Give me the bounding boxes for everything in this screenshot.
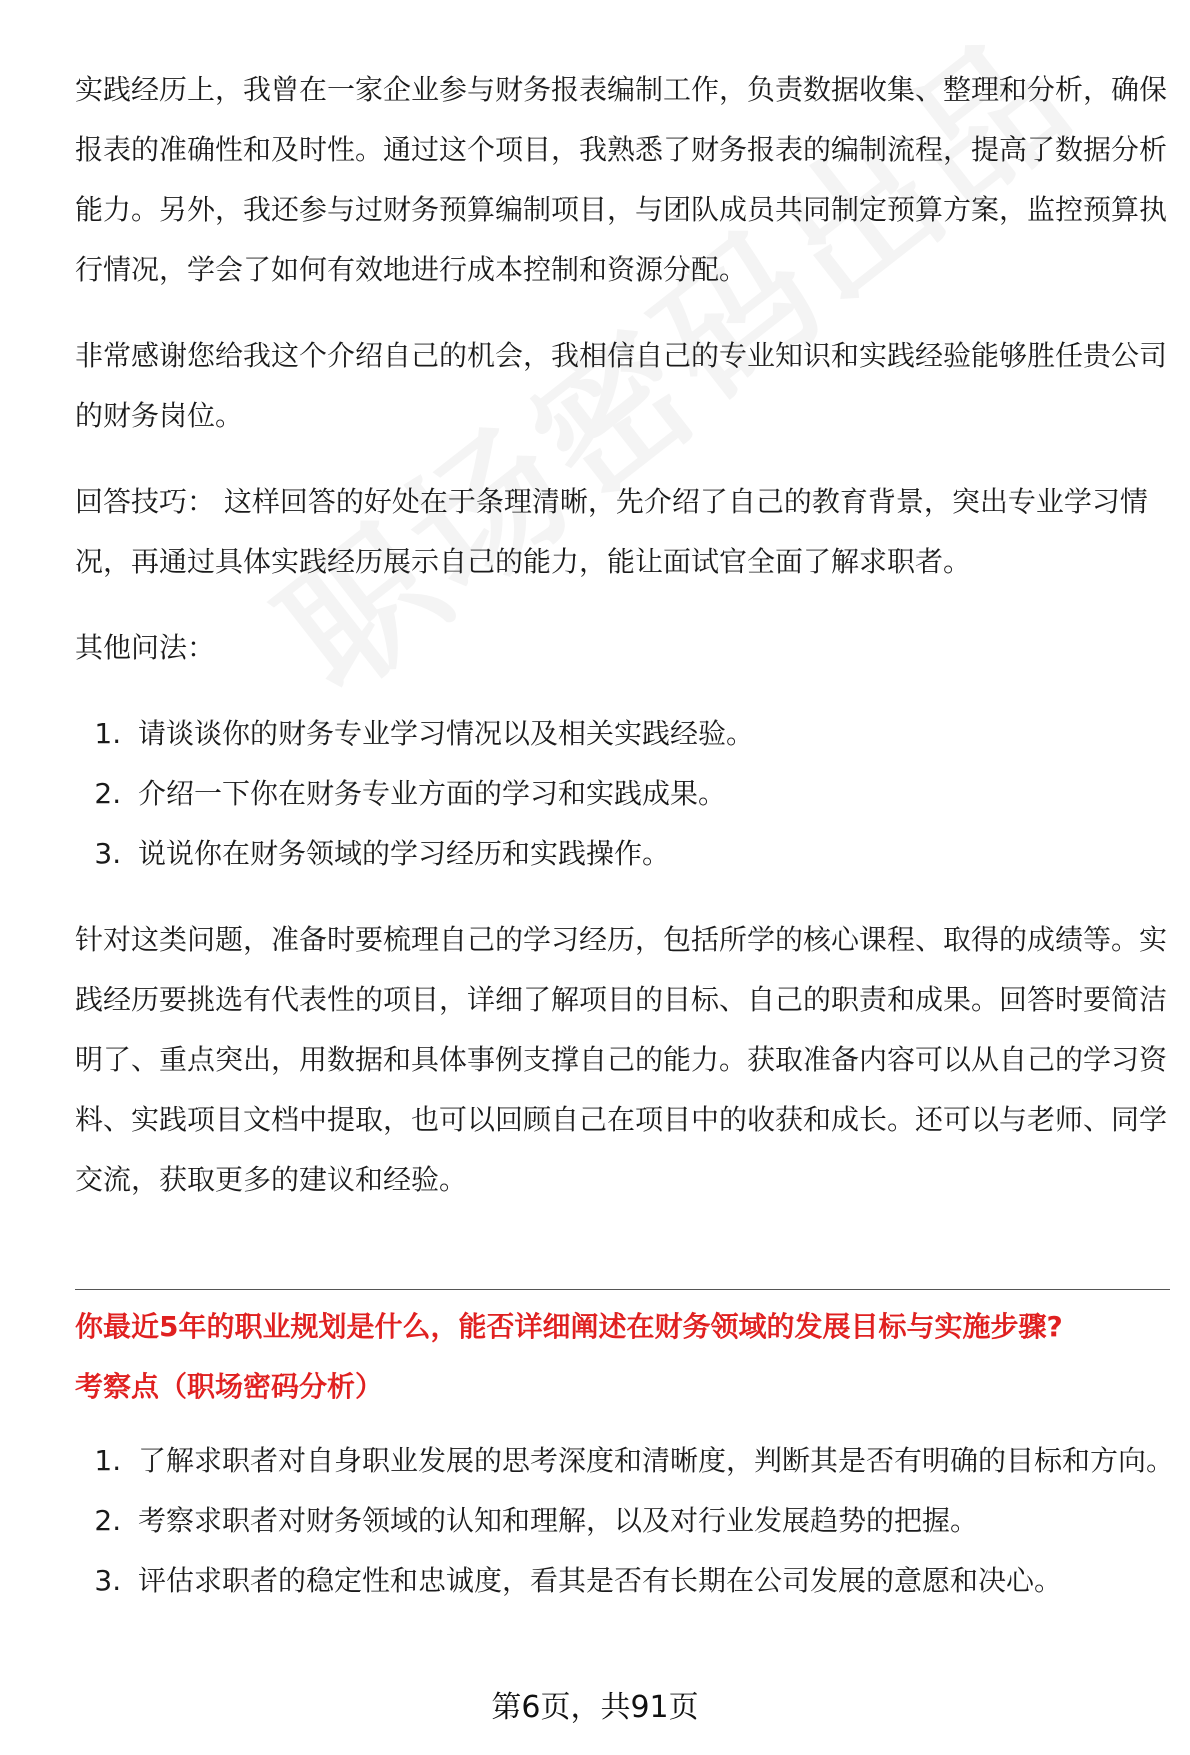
list-item: 2. 介绍一下你在财务专业方面的学习和实践成果。 xyxy=(130,764,1175,824)
main-content xyxy=(75,60,1175,1236)
paragraph-advice: 针对这类问题，准备时要梳理自己的学习经历，包括所学的核心课程、取得的成绩等。实践经历要挑选有代表性的项目，详细了解项目的目标、自己的职责和成果。回答时要简洁明了、重点突出，用数据和具体事例支撑自己的能力。获取准备内容可以从自己的学习资料、实践项目文档中提取，也可以回顾自己在项目中的收获和成长。还可以与老师、同学交流，获取更多的建议和经验。 xyxy=(75,923,1168,1196)
question-subtitle: 考察点（职场密码分析） xyxy=(75,1370,384,1403)
paragraph-thanks: 非常感谢您给我这个介绍自己的机会，我相信自己的专业知识和实践经验能够胜任贵公司的财务岗位。 xyxy=(75,339,1168,432)
paragraph-practice-experience: 实践经历上，我曾在一家企业参与财务报表编制工作，负责数据收集、整理和分析，确保报表的准确性和及时性。通过这个项目，我熟悉了财务报表的编制流程，提高了数据分析能力。另外，我还参与过财务预算编制项目，与团队成员共同制定预算方案，监控预算执行情况，学会了如何有效地进行成本控制和资源分配。 xyxy=(75,73,1168,286)
section-divider xyxy=(75,1289,1170,1290)
page-number: 第6页，共91页 xyxy=(491,1690,699,1725)
list-item: 1. 了解求职者对自身职业发展的思考深度和清晰度，判断其是否有明确的目标和方向。 xyxy=(130,1431,1175,1491)
next-question-section xyxy=(75,1297,1175,1637)
other-questions-list xyxy=(75,704,1175,884)
paragraph-other-questions-heading: 其他问法： xyxy=(75,631,216,664)
paragraph-answer-tips: 回答技巧： 这样回答的好处在于条理清晰，先介绍了自己的教育背景，突出专业学习情况，再通过具体实践经历展示自己的能力，能让面试官全面了解求职者。 xyxy=(75,485,1148,578)
list-item: 2. 考察求职者对财务领域的认知和理解，以及对行业发展趋势的把握。 xyxy=(130,1491,1175,1551)
list-item: 3. 评估求职者的稳定性和忠诚度，看其是否有长期在公司发展的意愿和决心。 xyxy=(130,1551,1175,1611)
list-item: 3. 说说你在财务领域的学习经历和实践操作。 xyxy=(130,824,1175,884)
list-item: 1. 请谈谈你的财务专业学习情况以及相关实践经验。 xyxy=(130,704,1175,764)
question-title: 你最近5年的职业规划是什么，能否详细阐述在财务领域的发展目标与实施步骤? xyxy=(75,1310,1063,1343)
assessment-points-list xyxy=(75,1431,1175,1611)
